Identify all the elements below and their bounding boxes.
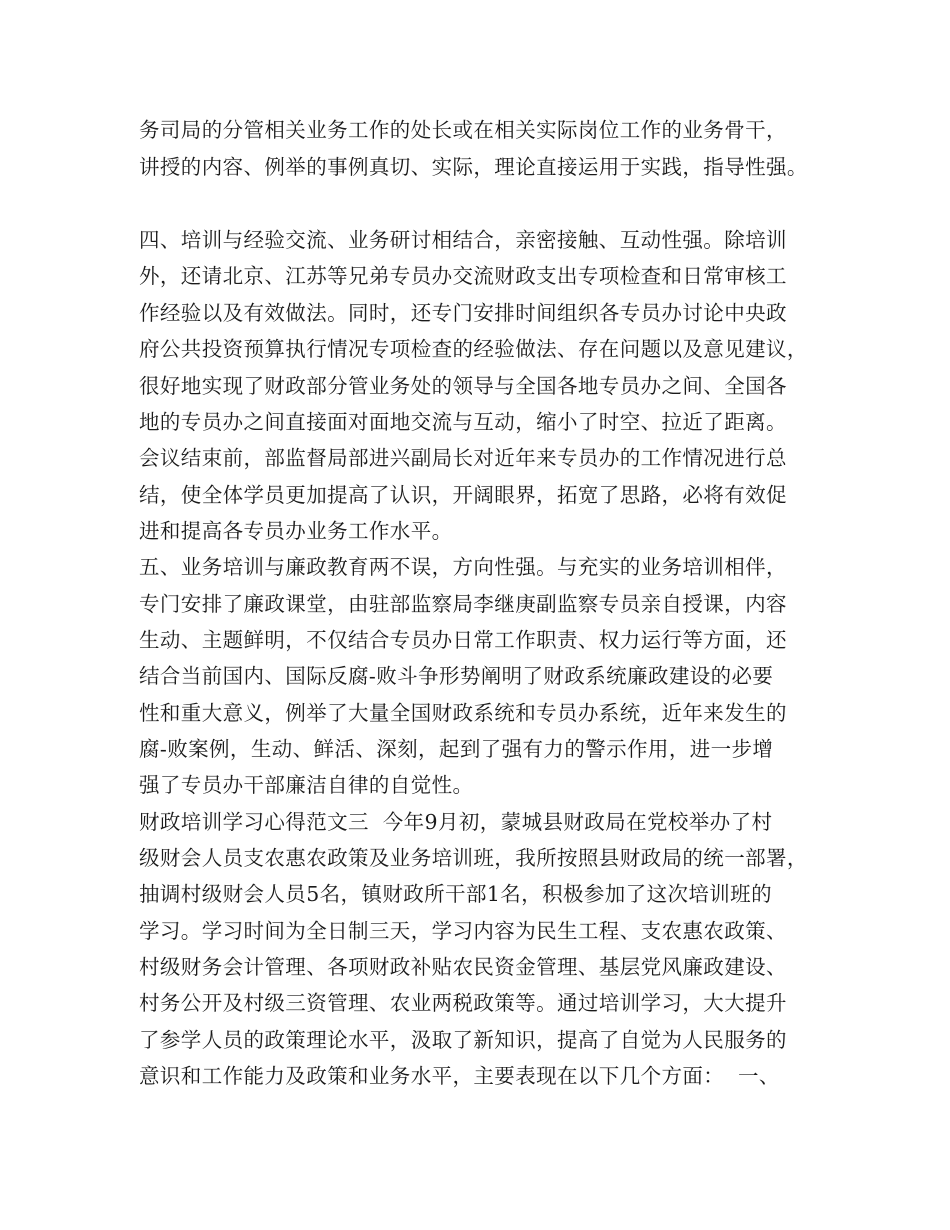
text-line: 地的专员办之间直接面对面地交流与互动，缩小了时空、拉近了距离。 <box>139 410 787 434</box>
text-line: 抽调村级财会人员5名，镇财政所干部1名，积极参加了这次培训班的 <box>139 882 772 906</box>
text-line: 意识和工作能力及政策和业务水平，主要表现在以下几个方面： 一、 <box>139 1064 780 1088</box>
text-line: 四、培训与经验交流、业务研讨相结合，亲密接触、互动性强。除培训 <box>139 228 787 252</box>
text-line: 五、业务培训与廉政教育两不误，方向性强。与充实的业务培训相伴， <box>139 555 787 579</box>
text-line: 会议结束前，部监督局部进兴副局长对近年来专员办的工作情况进行总 <box>139 446 787 470</box>
text-line: 学习。学习时间为全日制三天，学习内容为民生工程、支农惠农政策、 <box>139 919 787 943</box>
text-line: 务司局的分管相关业务工作的处长或在相关实际岗位工作的业务骨干， <box>139 118 787 142</box>
text-line: 结，使全体学员更加提高了认识，开阔眼界，拓宽了思路，必将有效促 <box>139 483 787 507</box>
text-line: 很好地实现了财政部分管业务处的领导与全国各地专员办之间、全国各 <box>139 374 787 398</box>
text-line: 级财会人员支农惠农政策及业务培训班，我所按照县财政局的统一部署， <box>139 846 808 870</box>
text-line: 村务公开及村级三资管理、农业两税政策等。通过培训学习，大大提升 <box>139 991 787 1015</box>
text-line: 腐-败案例，生动、鲜活、深刻，起到了强有力的警示作用，进一步增 <box>139 737 774 761</box>
text-line: 讲授的内容、例举的事例真切、实际，理论直接运用于实践，指导性强。 <box>139 155 808 179</box>
text-line: 了参学人员的政策理论水平，汲取了新知识，提高了自觉为人民服务的 <box>139 1028 787 1052</box>
text-line: 作经验以及有效做法。同时，还专门安排时间组织各专员办讨论中央政 <box>139 301 787 325</box>
text-line: 府公共投资预算执行情况专项检查的经验做法、存在问题以及意见建议， <box>139 337 808 361</box>
text-line: 生动、主题鲜明，不仅结合专员办日常工作职责、权力运行等方面，还 <box>139 628 787 652</box>
text-line: 结合当前国内、国际反腐-败斗争形势阐明了财政系统廉政建设的必要 <box>139 664 774 688</box>
text-line: 强了专员办干部廉洁自律的自觉性。 <box>139 773 474 797</box>
text-line: 外，还请北京、江苏等兄弟专员办交流财政支出专项检查和日常审核工 <box>139 264 787 288</box>
text-line: 进和提高各专员办业务工作水平。 <box>139 519 453 543</box>
text-line: 村级财务会计管理、各项财政补贴农民资金管理、基层党风廉政建设、 <box>139 955 787 979</box>
text-line: 性和重大意义，例举了大量全国财政系统和专员办系统，近年来发生的 <box>139 701 787 725</box>
text-line: 专门安排了廉政课堂，由驻部监察局李继庚副监察专员亲自授课，内容 <box>139 592 787 616</box>
text-line: 财政培训学习心得范文三 今年9月初，蒙城县财政局在党校举办了村 <box>139 810 773 834</box>
